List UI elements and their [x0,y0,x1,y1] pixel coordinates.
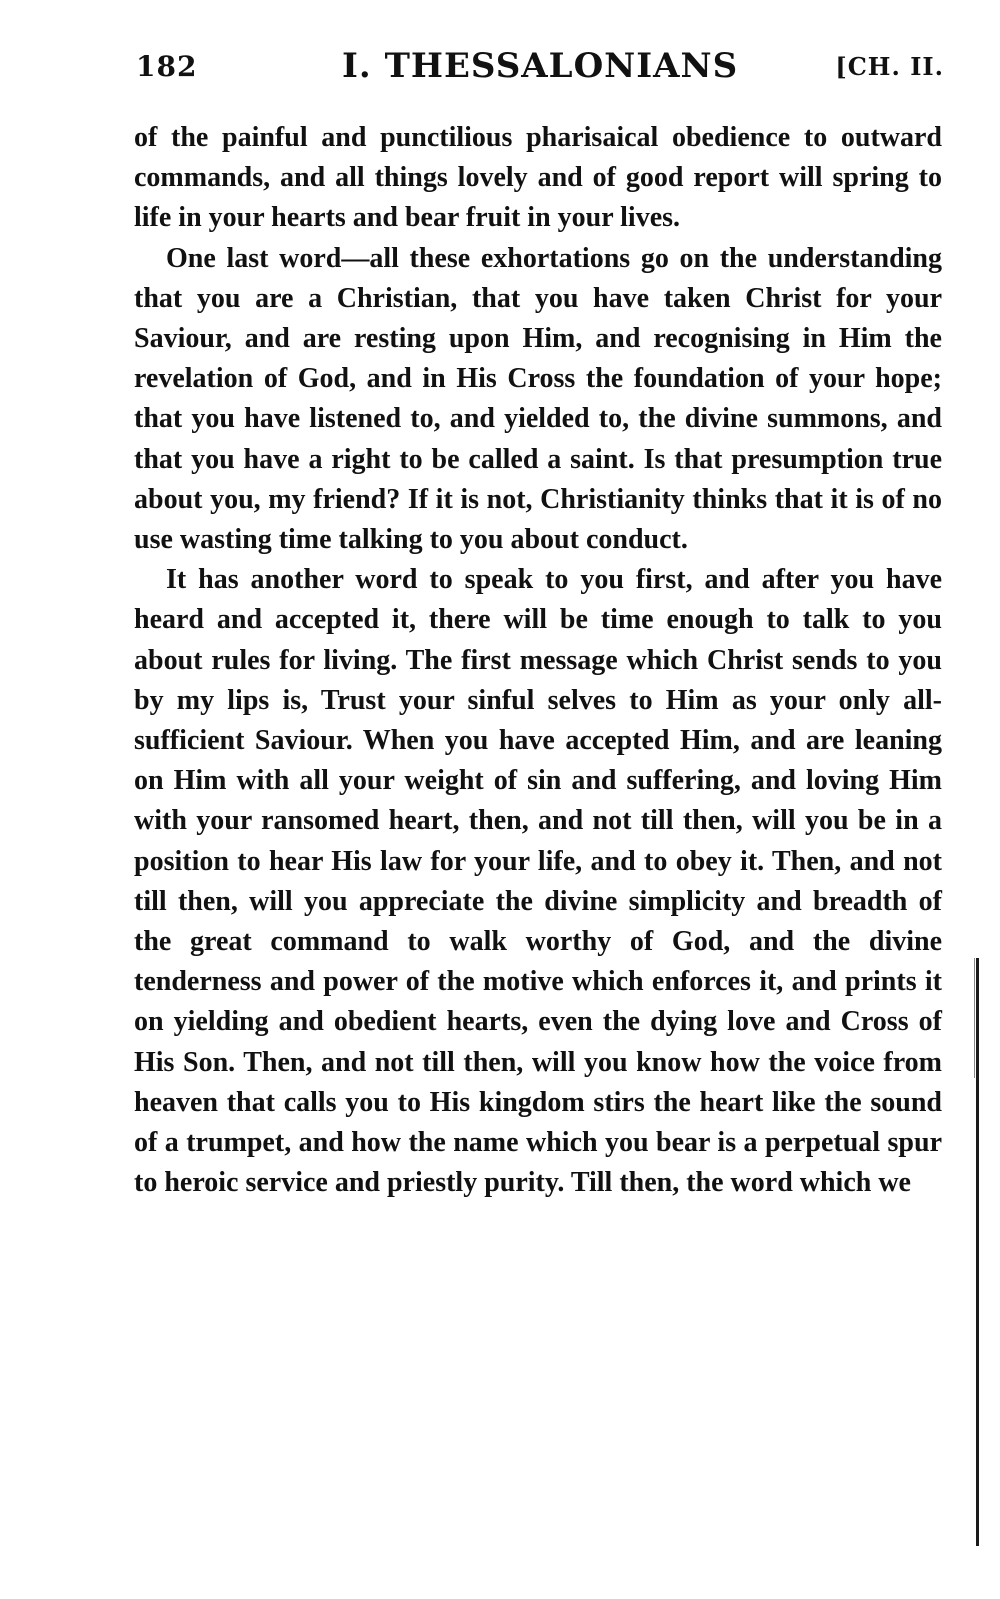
body-text [134,118,942,1203]
page-number: 182 [136,50,198,83]
book-title: I. THESSALONIANS [342,46,739,86]
running-header [136,46,944,94]
paragraph: One last word—all these exhortations go on the understanding that you are a Christian, that you have taken Christ for your Saviour, and are resting upon Him, and recognising in Him the revelation of God, and in His Cross the foundation of your hope; that you have listened to, and yielded to, the divine summons, and that you have a right to be called a saint. Is that presumption true about you, my friend? If it is not, Christianity thinks that it is of no use wasting time talking to you about conduct. [134,242,942,556]
paragraph: It has another word to speak to you first, and after you have heard and accepted it, there will be time enough to talk to you about rules for living. The first message which Christ sends to you by my lips is, Trust your sinful selves to Him as your only all-sufficient Saviour. When you have accepted Him, and are leaning on Him with all your weight of sin and suffering, and loving Him with your ransomed heart, then, and not till then, will you be in a position to hear His law for your life, and to obey it. Then, and not till then, will you appreciate the divine simplicity and breadth of the great command to walk worthy of God, and the divine tenderness and power of the motive which enforces it, and prints it on yielding and obedient hearts, even the dying love and Cross of His Son. Then, and not till then, will you know how the voice from heaven that calls you to His kingdom stirs the heart like the sound of a trumpet, and how the name which you bear is a perpetual spur to heroic service and priestly purity. Till then, the word which we [134,564,942,1199]
scan-edge-mark [974,958,975,1078]
chapter-reference: [CH. II. [835,52,944,81]
scan-edge-line [976,958,979,1546]
paragraph-continued: of the painful and punctilious pharisaical obedience to outward commands, and all things lovely and of good report will spring to life in your hearts and bear fruit in your lives. [134,122,942,234]
